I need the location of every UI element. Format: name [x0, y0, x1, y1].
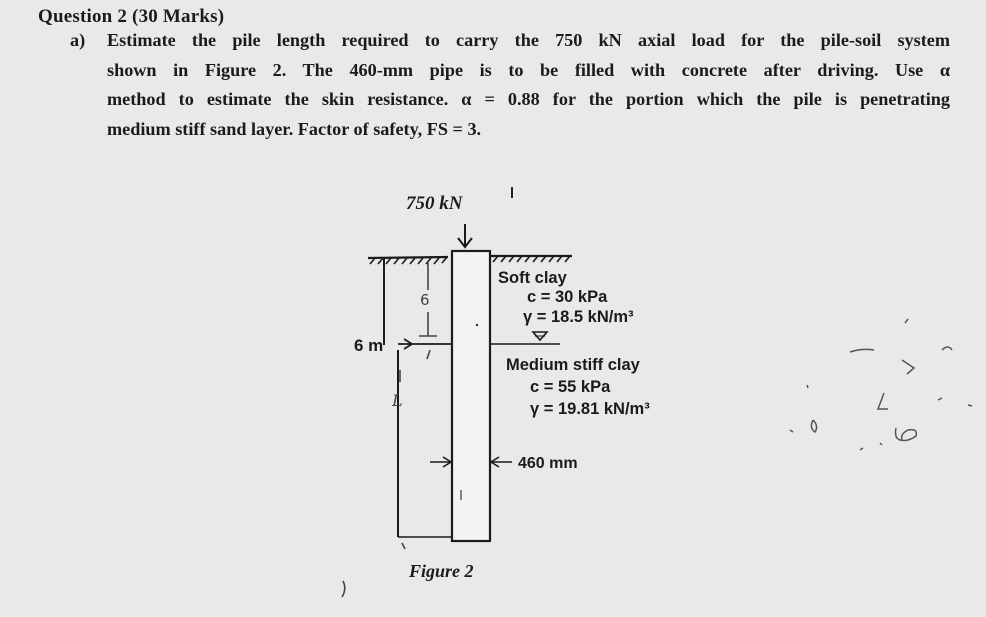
handwritten-annotations-left: [342, 263, 437, 597]
question-line-1: Estimate the pile length required to carry the 750 kN axial load for the pile-soil system: [107, 30, 950, 50]
handwritten-L: L: [392, 391, 403, 410]
layer-boundary: [490, 332, 560, 344]
medium-clay-gamma: γ = 19.81 kN/m³: [530, 400, 650, 418]
ground-surface-right: [490, 256, 572, 262]
ground-surface-left: [368, 257, 448, 264]
depth-label: 6 m: [354, 336, 384, 355]
pile-speck: [476, 324, 478, 326]
figure-caption: Figure 2: [409, 561, 474, 581]
question-line-4: medium stiff sand layer. Factor of safety, FS = 3.: [107, 118, 482, 139]
diameter-label: 460 mm: [518, 455, 578, 472]
question-line-2: shown in Figure 2. The 460-mm pipe is to be filled with concrete after driving. Use α: [107, 59, 950, 80]
part-label: a): [70, 30, 86, 50]
soft-clay-c: c = 30 kPa: [527, 288, 608, 306]
soft-clay-gamma: γ = 18.5 kN/m³: [523, 308, 634, 326]
pile: [452, 251, 490, 541]
question-line-3: method to estimate the skin resistance. α = 0.88 for the portion which the pile is penetrating: [107, 89, 950, 109]
question-title: Question 2 (30 Marks): [38, 6, 225, 27]
load-label: 750 kN: [406, 193, 463, 214]
handwritten-scribbles-right: [790, 319, 972, 450]
medium-clay-label: Medium stiff clay: [506, 356, 640, 374]
load-arrow: [458, 224, 472, 247]
soft-clay-label: Soft clay: [498, 269, 567, 287]
handwritten-six: 6: [420, 291, 430, 309]
medium-clay-c: c = 55 kPa: [530, 378, 611, 396]
